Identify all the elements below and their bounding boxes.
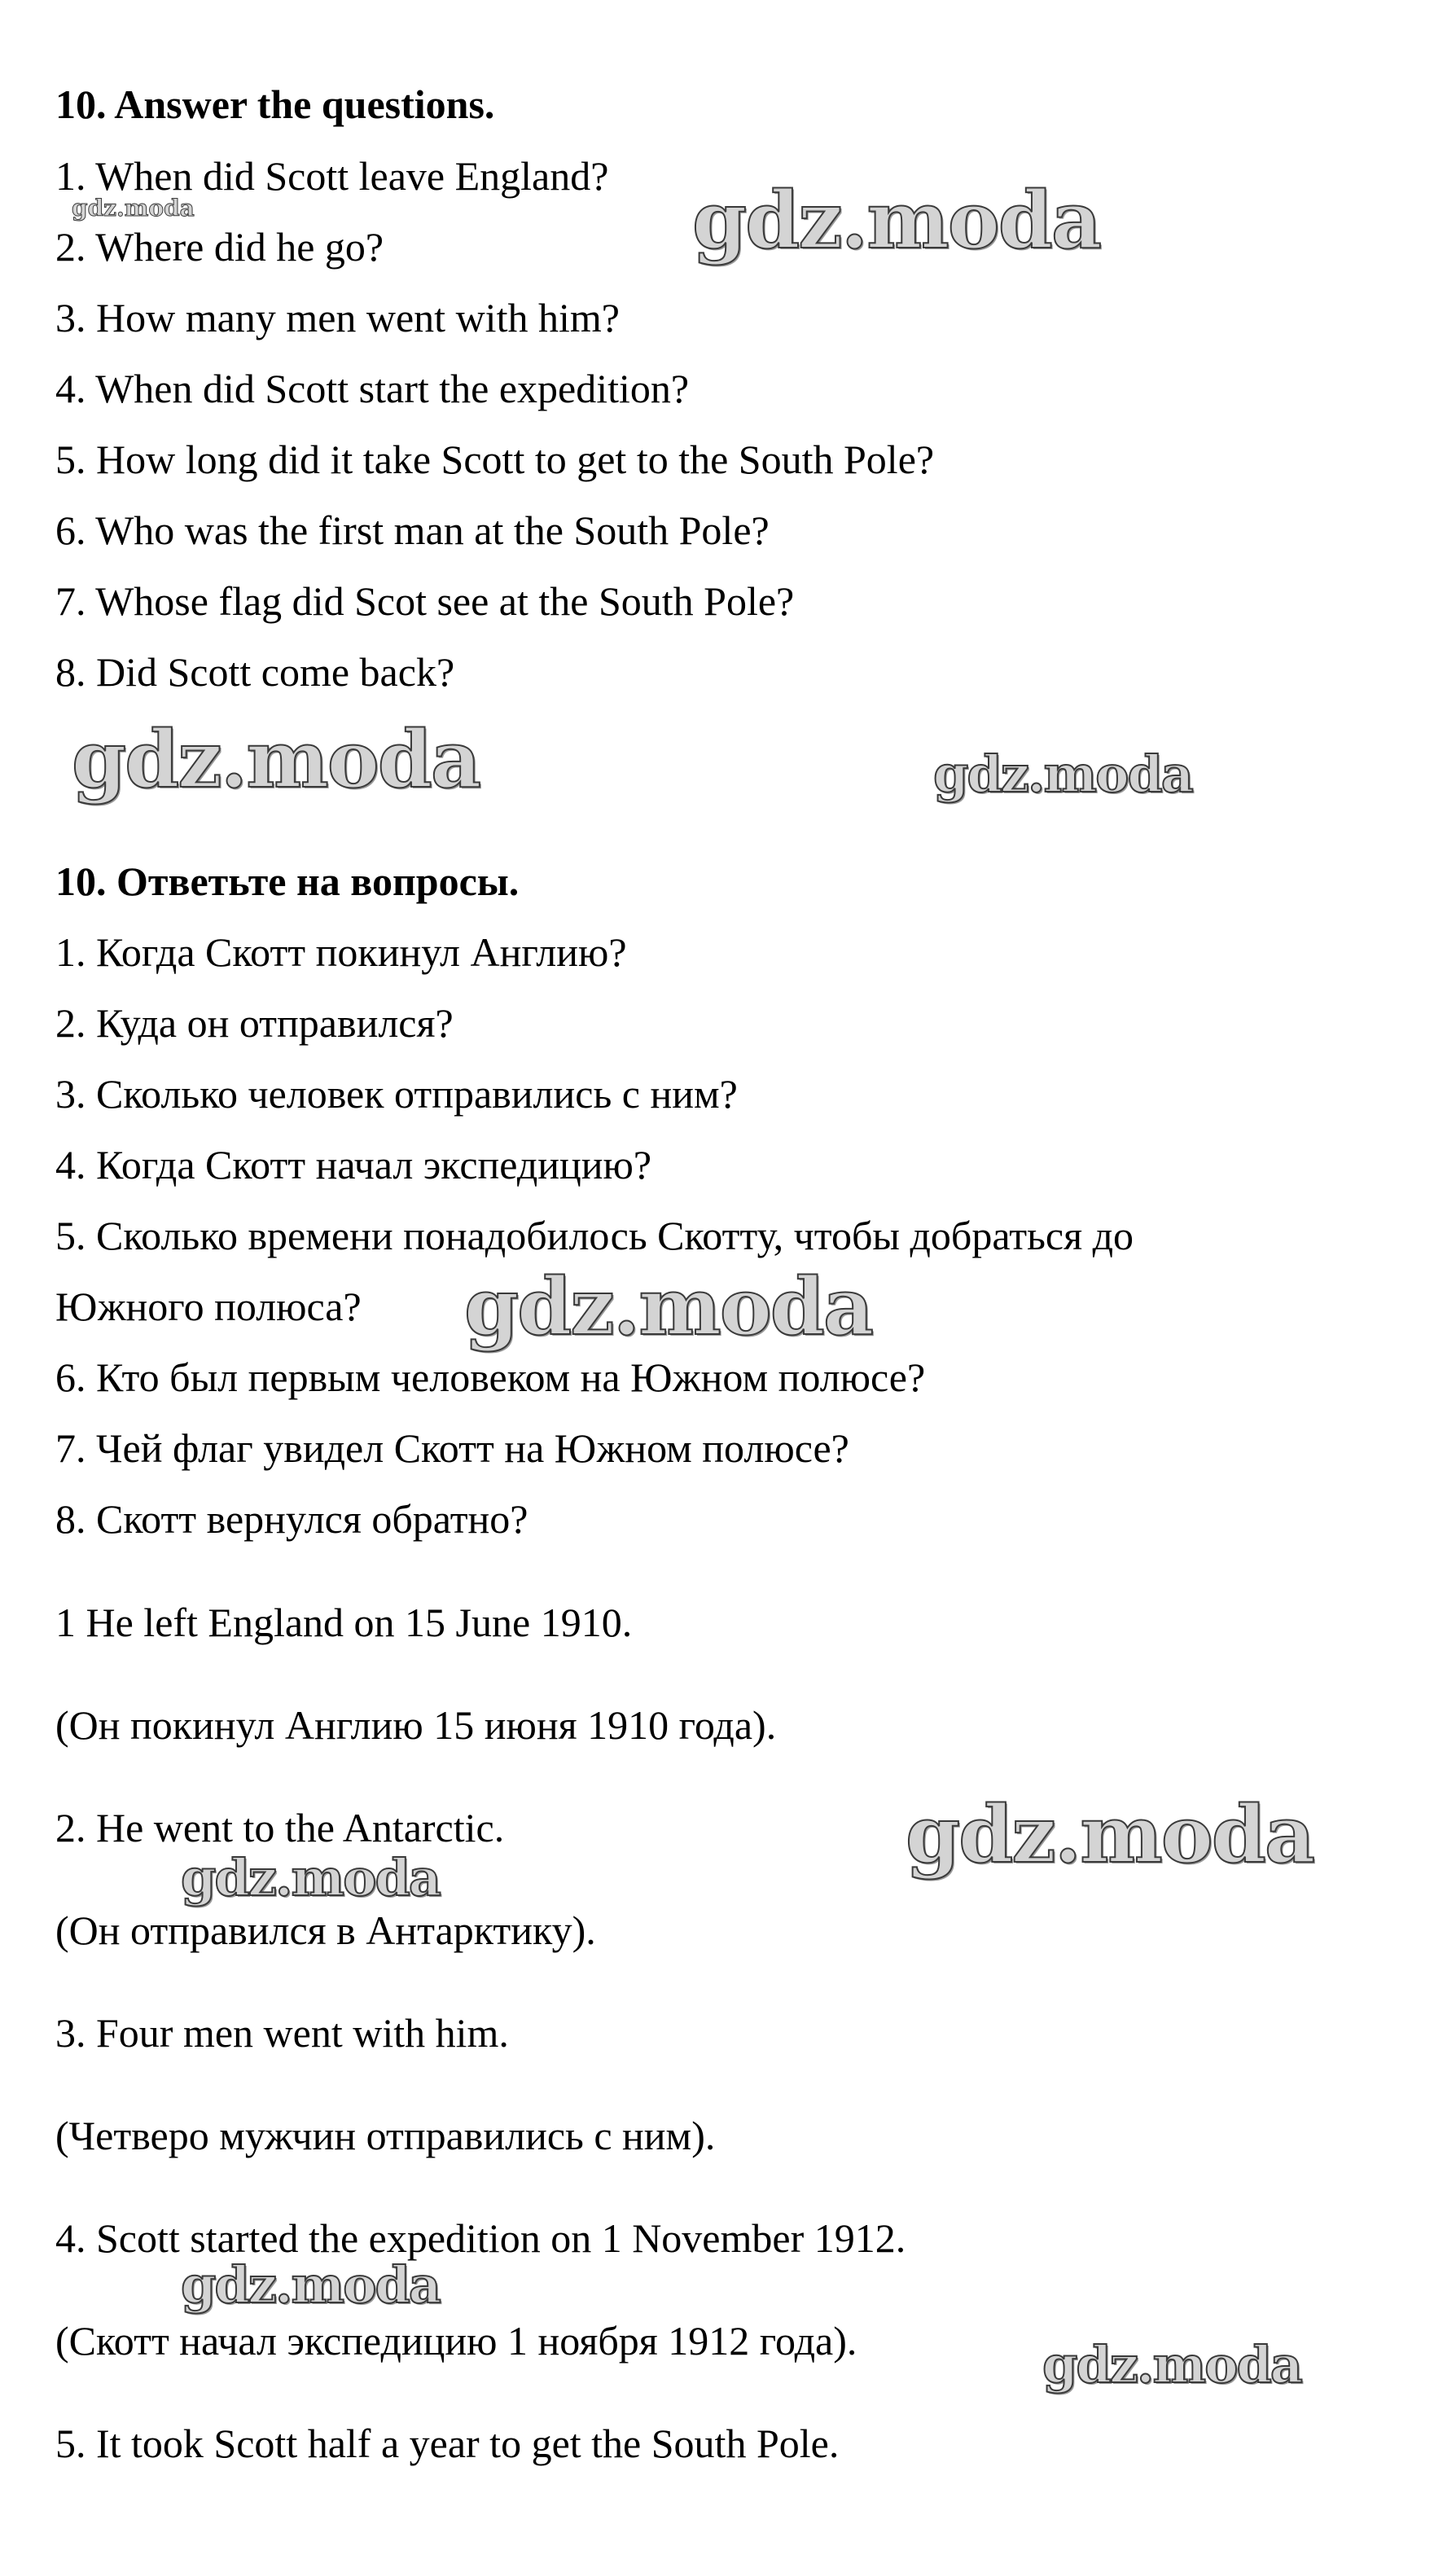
question-en-6: 6. Who was the first man at the South Pole? [55, 507, 770, 553]
answer-2-en: 2. He went to the Antarctic. [55, 1805, 505, 1850]
watermark: gdz.moda [464, 1261, 873, 1353]
question-ru-7: 7. Чей флаг увидел Скотт на Южном полюсе? [55, 1425, 849, 1471]
watermark: gdz.moda [72, 713, 480, 805]
task-ru-heading: 10. Ответьте на вопросы. [55, 858, 520, 904]
answer-4-en: 4. Scott started the expedition on 1 November 1912. [55, 2215, 906, 2261]
answer-5-en: 5. It took Scott half a year to get the South Pole. [55, 2421, 840, 2466]
task-en-heading: 10. Answer the questions. [55, 81, 495, 127]
answer-3-ru: (Четверо мужчин отправились с ним). [55, 2113, 716, 2158]
answer-2-ru: (Он отправился в Антарктику). [55, 1907, 596, 1953]
question-ru-1: 1. Когда Скотт покинул Англию? [55, 929, 627, 975]
question-ru-4: 4. Когда Скотт начал экспедицию? [55, 1142, 652, 1187]
question-ru-3: 3. Сколько человек отправились с ним? [55, 1071, 738, 1117]
question-en-5: 5. How long did it take Scott to get to the South Pole? [55, 437, 935, 482]
watermark: gdz.moda [1042, 2335, 1301, 2394]
answer-4-ru: (Скотт начал экспедицию 1 ноября 1912 года). [55, 2318, 857, 2364]
watermark: gdz.moda [692, 174, 1101, 266]
question-en-7: 7. Whose flag did Scot see at the South Pole? [55, 578, 795, 624]
question-ru-6: 6. Кто был первым человеком на Южном полюсе? [55, 1354, 926, 1400]
question-en-2: 2. Where did he go? [55, 224, 384, 270]
question-ru-5: 5. Сколько времени понадобилось Скотту, чтобы добраться до [55, 1213, 1134, 1258]
watermark: gdz.moda [181, 1848, 440, 1907]
answer-1-en: 1 He left England on 15 June 1910. [55, 1600, 633, 1645]
watermark: gdz.moda [933, 744, 1192, 804]
question-en-3: 3. How many men went with him? [55, 295, 620, 340]
answer-1-ru: (Он покинул Англию 15 июня 1910 года). [55, 1702, 777, 1748]
watermark: gdz.moda [72, 195, 195, 222]
question-ru-5-cont: Южного полюса? [55, 1284, 362, 1329]
question-en-8: 8. Did Scott come back? [55, 649, 455, 695]
watermark: gdz.moda [906, 1789, 1314, 1881]
watermark: gdz.moda [181, 2255, 440, 2315]
question-en-4: 4. When did Scott start the expedition? [55, 366, 690, 411]
question-ru-8: 8. Скотт вернулся обратно? [55, 1496, 528, 1542]
answer-3-en: 3. Four men went with him. [55, 2010, 509, 2056]
question-en-1: 1. When did Scott leave England? [55, 153, 609, 199]
question-ru-2: 2. Куда он отправился? [55, 1000, 454, 1046]
